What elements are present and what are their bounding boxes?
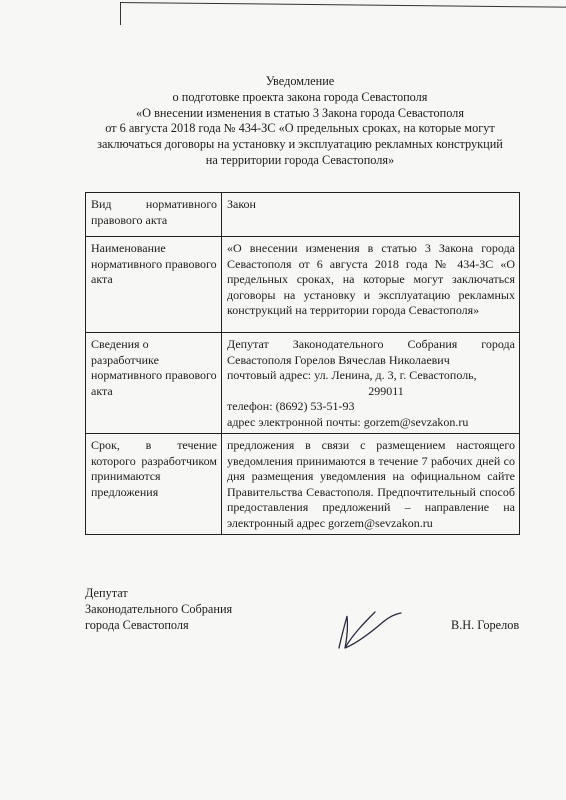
notice-subtitle-line-2: «О внесении изменения в статью 3 Закона города Севастополя — [136, 105, 464, 120]
developer-postal-address: почтовый адрес: ул. Ленина, д. 3, г. Севастополь, — [227, 368, 477, 382]
developer-postal-code: 299011 — [368, 383, 404, 398]
signer-position-line-2: Законодательного Собрания — [85, 601, 233, 616]
signer-position-line-3: города Севастополя — [85, 617, 189, 632]
signer-name: В.Н. Горелов — [451, 618, 520, 632]
row-value-act-name: «О внесении изменения в статью 3 Закона города Севастополя от 6 августа 2018 года № 434-ЗС «О предельных сроках, на которые могут заключаться договоры на установку и эксплуатацию рекламных конструкций на территории города Севастополя» — [222, 237, 520, 333]
table-row — [86, 434, 520, 535]
table-row — [86, 237, 520, 333]
developer-phone: телефон: (8692) 53-51-93 — [227, 399, 355, 413]
notice-title: Уведомление — [265, 74, 335, 88]
notice-subtitle-line-5: на территории города Севастополя» — [205, 152, 395, 167]
row-value-developer — [222, 333, 520, 434]
info-table — [85, 192, 520, 535]
row-label-act-type: Вид нормативного правового акта — [86, 193, 222, 237]
row-value-deadline: предложения в связи с размещением настоящего уведомления принимаются в течение 7 рабочих дней со дня размещения уведомления на официальном сайте Правительства Севастополя. Предпочтительный способ предоставления предложений – направление на электронный адрес gorzem@sevzakon.ru — [222, 434, 520, 535]
row-value-act-type: Закон — [222, 193, 520, 237]
signer-position-line-1: Депутат — [85, 586, 128, 600]
row-label-developer: Сведения о разработчике нормативного правового акта — [86, 333, 222, 434]
notice-subtitle-line-1: о подготовке проекта закона города Севастополя — [172, 89, 428, 104]
scan-border-tick — [120, 3, 121, 25]
signature-block — [85, 586, 232, 633]
scan-border-line — [120, 2, 566, 8]
row-label-act-name: Наименование нормативного правового акта — [86, 237, 222, 333]
notice-subtitle-line-4: заключаться договоры на установку и эксплуатацию рекламных конструкций — [97, 137, 503, 152]
handwritten-signature — [325, 604, 405, 654]
table-row — [86, 333, 520, 434]
developer-name: Депутат Законодательного Собрания города Севастополя Горелов Вячеслав Николаевич — [227, 337, 515, 367]
table-row — [86, 193, 520, 237]
developer-email: адрес электронной почты: gorzem@sevzakon.ru — [227, 414, 469, 429]
row-label-deadline: Срок, в течение которого разработчиком принимаются предложения — [86, 434, 222, 535]
notice-subtitle-line-3: от 6 августа 2018 года № 434-ЗС «О предельных сроках, на которые могут — [105, 121, 495, 136]
notice-header — [60, 74, 540, 169]
